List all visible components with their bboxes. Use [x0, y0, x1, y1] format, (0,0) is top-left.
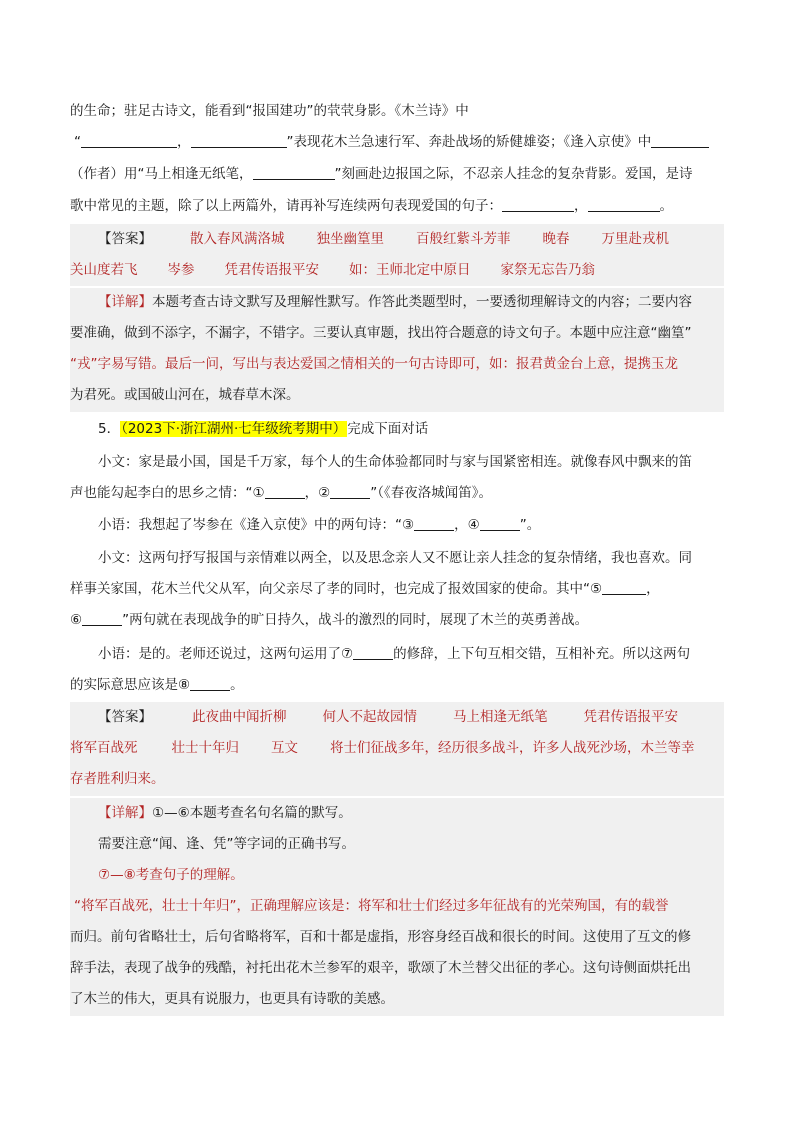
- q5-para-4-line-2: 的实际意思应该是⑧ 。: [70, 677, 244, 693]
- q5-detail-line-5: 而归。前句省略壮士，后句省略将军，百和十都是虚指，形容身经百战和很长的时间。这使用了互文的修: [70, 929, 691, 945]
- blank-5: [602, 580, 646, 595]
- blank-4: [480, 516, 520, 531]
- q4-answer-line-2: 关山度若飞 岑参 凭君传语报平安 如：王师北定中原日 家祭无忘告乃翁: [70, 262, 595, 278]
- q5-para-1-line-1: 小文：家是最小国，国是千万家，每个人的生命体验都同时与家与国紧密相连。就像春风中飘来的笛: [98, 454, 692, 470]
- q4-detail-line-4: 为君死。或国破山河在，城春草木深。: [70, 387, 300, 403]
- blank-7: [353, 645, 393, 660]
- blank-6: [82, 611, 122, 626]
- q5-para-4-line-1: 小语：是的。老师还说过，这两句运用了⑦ 的修辞，上下句互相交错，互相补充。所以这两句: [98, 646, 691, 662]
- q5-answer-line-1: 【答案】 此夜曲中闻折柳 何人不起故园情 马上相逢无纸笔 凭君传语报平安: [98, 709, 678, 725]
- blank-2: [330, 484, 370, 499]
- q4-answer-line-1: 【答案】 散入春风满洛城 独坐幽篁里 百般红紫斗芳菲 晚春 万里赴戎机: [98, 231, 669, 247]
- q5-detail-line-3: ⑦—⑧考查句子的理解。: [98, 867, 244, 883]
- blank-1: [265, 484, 305, 499]
- q5-para-3-line-1: 小文：这两句抒写报国与亲情难以两全，以及思念亲人又不愿让亲人挂念的复杂情绪，我也喜欢。同: [98, 550, 692, 566]
- q5-answer-line-2: 将军百战死 壮士十年归 互文 将士们征战多年，经历很多战斗，许多人战死沙场，木兰等幸: [70, 740, 695, 756]
- q5-detail-line-6: 辞手法，表现了战争的残酷，衬托出花木兰参军的艰辛，歌颂了木兰替父出征的孝心。这句诗侧面烘托出: [70, 960, 691, 976]
- q4-text-line-1: 的生命；驻足古诗文，能看到“报国建功”的茕茕身影。《木兰诗》中: [70, 103, 469, 119]
- q5-para-3-line-2: 样事关家国，花木兰代父从军，向父亲尽了孝的同时，也完成了报效国家的使命。其中“⑤ ，: [70, 581, 660, 597]
- blank: [191, 133, 287, 148]
- q4-text-line-2: “ ， ”表现花木兰急速行军、奔赴战场的矫健雄姿；《逢入京使》中: [74, 132, 709, 152]
- blank-8: [190, 676, 230, 691]
- q5-detail-line-1: 【详解】①—⑥本题考查名句名篇的默写。: [98, 805, 352, 821]
- blank: [502, 197, 574, 212]
- blank: [588, 197, 660, 212]
- blank: [253, 165, 335, 180]
- q5-para-3-line-3: ⑥ ”两句就在表现战争的旷日持久，战斗的激烈的同时，展现了木兰的英勇善战。: [70, 612, 589, 628]
- q4-detail-line-2: 要准确，做到不添字，不漏字，不错字。三要认真审题，找出符合题意的诗文句子。本题中应注意“幽篁”: [70, 325, 692, 341]
- q5-detail-line-4: “将军百战死，壮士十年归”，正确理解应该是：将军和壮士们经过多年征战有的光荣殉国，有的载誉: [74, 898, 669, 914]
- blank: [81, 133, 177, 148]
- q5-detail-line-2: 需要注意“闻、逢、凭”等字词的正确书写。: [98, 836, 355, 852]
- q5-para-2: 小语：我想起了岑参在《逢入京使》中的两句诗：“③ ，④ ”。: [98, 517, 541, 533]
- blank-3: [414, 516, 454, 531]
- q5-para-1-line-2: 声也能勾起李白的思乡之情：“① ，② ”（《春夜洛城闻笛》。: [70, 485, 492, 501]
- q5-detail-line-7: 了木兰的伟大，更具有说服力，也更具有诗歌的美感。: [70, 991, 394, 1007]
- blank: [651, 133, 709, 148]
- q5-answer-line-3: 存者胜利归来。: [70, 771, 165, 787]
- q4-detail-line-1: 【详解】本题考查古诗文默写及理解性默写。作答此类题型时，一要透彻理解诗文的内容；二要内容: [98, 294, 692, 310]
- q4-text-line-4: 歌中常见的主题，除了以上两篇外，请再补写连续两句表现爱国的句子： ， 。: [70, 198, 673, 214]
- q4-text-line-3: （作者）用“马上相逢无纸笔， ”刻画赴边报国之际，不忍亲人挂念的复杂背影。爱国，是诗: [70, 166, 693, 182]
- source-highlight: （2023下·浙江湖州·七年级统考期中）: [121, 421, 347, 437]
- q4-detail-line-3: “戎”字易写错。最后一问，写出与表达爱国之情相关的一句古诗即可，如：报君黄金台上意，提携玉龙: [70, 356, 678, 372]
- q5-header: 5．（2023下·浙江湖州·七年级统考期中）完成下面对话: [98, 421, 429, 437]
